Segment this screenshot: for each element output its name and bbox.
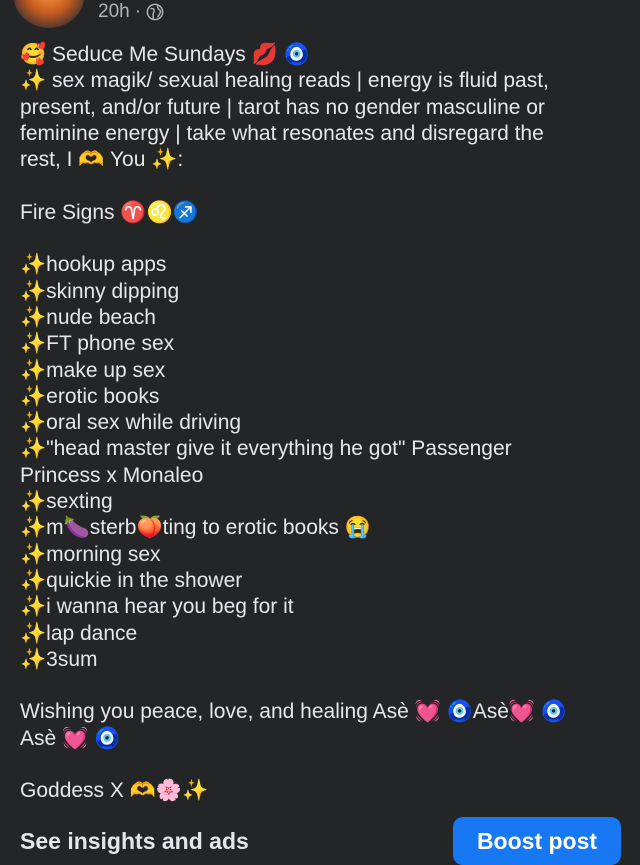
post-timestamp[interactable]: 20h: [98, 1, 130, 22]
post-text-line: Goddess X 🫶🌸✨: [20, 779, 209, 803]
post-text-line: ✨i wanna hear you beg for it: [20, 595, 294, 619]
post-text-line: Fire Signs ♈♌♐: [20, 200, 199, 224]
post-text-line: ✨quickie in the shower: [20, 568, 243, 592]
globe-icon[interactable]: [146, 3, 164, 21]
post-text-line: Princess x Monaleo: [20, 463, 204, 487]
post-actions: [0, 814, 640, 856]
blank-line: [20, 673, 620, 699]
post-meta: [98, 1, 164, 23]
boost-post-button[interactable]: Boost post: [453, 817, 621, 865]
post-text-line: ✨morning sex: [20, 542, 161, 566]
post-text-line: ✨sexting: [20, 490, 113, 514]
post-text-line: feminine energy | take what resonates and disregard the: [20, 121, 544, 145]
post-text-line: ✨oral sex while driving: [20, 411, 242, 435]
blank-line: [20, 752, 620, 778]
post-text-line: ✨lap dance: [20, 621, 138, 645]
post-text-line: ✨ sex magik/ sexual healing reads | energy is fluid past,: [20, 69, 549, 93]
blank-line: [20, 226, 620, 252]
post-text-line: 🥰 Seduce Me Sundays 💋 🧿: [20, 43, 310, 66]
see-insights-link[interactable]: See insights and ads: [20, 828, 249, 854]
post-text-line: ✨3sum: [20, 647, 98, 671]
post-text-line: ✨nude beach: [20, 305, 156, 329]
post-text-line: ✨FT phone sex: [20, 332, 175, 356]
post-text-line: Wishing you peace, love, and healing Asè 💓 🧿Asè💓 🧿: [20, 700, 568, 724]
post-header: [0, 0, 640, 34]
post-text-line: present, and/or future | tarot has no gender masculine or: [20, 95, 545, 119]
post-text-line: ✨hookup apps: [20, 253, 167, 277]
meta-separator: ·: [134, 1, 142, 22]
post-text-line: ✨skinny dipping: [20, 279, 180, 303]
blank-line: [20, 173, 620, 199]
post-body: [20, 42, 620, 805]
post-text-line: rest, I 🫶 You ✨:: [20, 148, 184, 172]
post-text-line: ✨make up sex: [20, 358, 166, 382]
post-text-line: ✨erotic books: [20, 384, 160, 408]
post-text-line: ✨"head master give it everything he got" Passenger: [20, 437, 512, 461]
avatar[interactable]: [14, 0, 84, 28]
post-text-line: ✨m🍆sterb🍑ting to erotic books 😭: [20, 516, 371, 540]
post-text-line: Asè 💓 🧿: [20, 726, 121, 750]
